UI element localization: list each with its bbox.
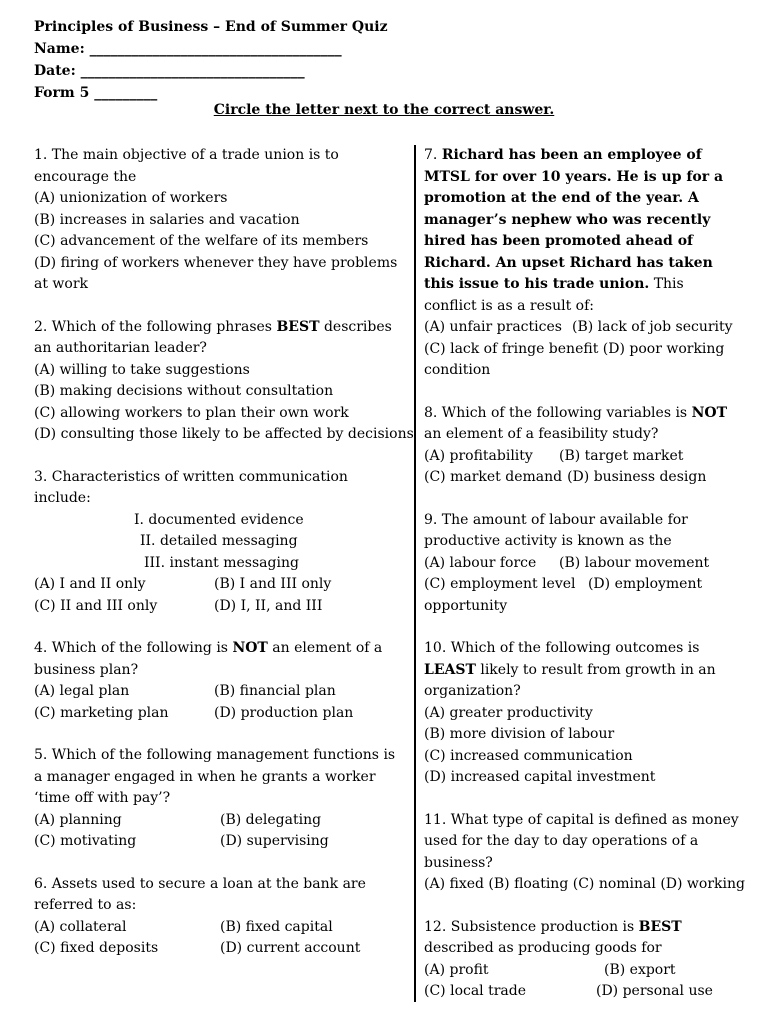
option-b[interactable]: (B) lack of job security [572, 319, 733, 335]
question-stem: 11. What type of capital is defined as money used for the day to day operations of a business? [424, 811, 739, 871]
question-stem: 3. Characteristics of written communication include: [34, 468, 348, 506]
option-c[interactable]: (C) market demand [424, 469, 563, 485]
option-d[interactable]: (D) I, II, and III [214, 597, 323, 614]
option-a[interactable]: (A) profitability [424, 447, 533, 464]
left-column [34, 145, 414, 981]
option-a[interactable]: (A) labour force [424, 554, 537, 571]
question-2 [34, 317, 414, 446]
question-11 [424, 810, 745, 896]
name-field[interactable]: Name: ____________________________________ [34, 41, 342, 57]
option-c[interactable]: (C) motivating [34, 833, 137, 849]
question-stem: 6. Assets used to secure a loan at the bank are referred to as: [34, 875, 366, 913]
option-b[interactable]: (B) export [604, 961, 676, 978]
option-d[interactable]: (D) consulting those likely to be affected by decisions [34, 426, 414, 442]
option-d[interactable]: (D) firing of workers whenever they have problems at work [34, 254, 398, 292]
option-c[interactable]: (C) increased communication [424, 747, 633, 764]
option-d[interactable]: (D) production plan [214, 704, 354, 721]
question-4 [34, 638, 399, 724]
options-row [424, 339, 740, 382]
option-d[interactable]: (D) poor working condition [424, 340, 725, 378]
options-row [34, 703, 399, 725]
options-row [34, 810, 399, 832]
column-divider [414, 145, 416, 1002]
option-b[interactable]: (B) I and III only [214, 576, 332, 592]
options-row [34, 681, 399, 703]
option-a[interactable]: (A) planning [34, 811, 122, 828]
question-stem: 10. Which of the following outcomes is LEAST likely to result from growth in an organization? [424, 640, 716, 699]
option-d[interactable]: (D) personal use [596, 983, 713, 999]
option-c[interactable]: (C) II and III only [34, 597, 158, 614]
option-c[interactable]: (C) nominal [572, 876, 656, 892]
question-6 [34, 874, 399, 960]
roman-item-2: II. detailed messaging [140, 533, 298, 549]
form-field[interactable]: Form 5 _________ [34, 85, 158, 101]
option-c[interactable]: (C) allowing workers to plan their own work [34, 404, 349, 421]
option-a[interactable]: (A) collateral [34, 918, 127, 935]
right-column [424, 145, 745, 1024]
option-b[interactable]: (B) more division of labour [424, 726, 615, 742]
question-stem: 9. The amount of labour available for productive activity is known as the [424, 511, 688, 549]
option-a[interactable]: (A) greater productivity [424, 704, 593, 721]
question-stem: 1. The main objective of a trade union is to encourage the [34, 147, 339, 185]
question-stem: 7. Richard has been an employee of MTSL for over 10 years. He is up for a promotion at the end of the year. A manager’s nephew who was recently hired has been promoted ahead of Richard. An upset Richard has taken this issue to his trade union. This conflict is as a result of: [424, 147, 724, 314]
options-row [34, 596, 399, 618]
option-b[interactable]: (B) floating [488, 876, 569, 892]
option-d[interactable]: (D) supervising [220, 833, 329, 849]
options-row [424, 467, 740, 489]
option-a[interactable]: (A) fixed [424, 876, 484, 892]
question-stem: 2. Which of the following phrases BEST describes an authoritarian leader? [34, 318, 392, 356]
option-b[interactable]: (B) financial plan [214, 683, 336, 699]
options-row [34, 831, 399, 853]
option-a[interactable]: (A) profit [424, 961, 489, 978]
quiz-title: Principles of Business – End of Summer Quiz [34, 19, 388, 35]
option-c[interactable]: (C) lack of fringe benefit [424, 340, 599, 357]
question-7 [424, 145, 740, 382]
options-row [34, 574, 399, 596]
options-row [424, 446, 740, 468]
option-b[interactable]: (B) fixed capital [220, 918, 333, 935]
option-d[interactable]: (D) increased capital investment [424, 769, 656, 785]
question-8 [424, 403, 740, 489]
options-row [424, 981, 740, 1003]
question-9 [424, 510, 740, 618]
option-c[interactable]: (C) fixed deposits [34, 940, 159, 956]
option-d[interactable]: (D) working [660, 876, 745, 892]
option-c[interactable]: (C) advancement of the welfare of its members [34, 233, 369, 249]
options-row [424, 553, 740, 575]
question-5 [34, 745, 399, 853]
question-10 [424, 638, 740, 789]
option-a[interactable]: (A) I and II only [34, 576, 146, 592]
options-row [424, 960, 740, 982]
question-3 [34, 467, 399, 618]
question-stem: 5. Which of the following management functions is a manager engaged in when he grants a worker ‘time off with pay’? [34, 747, 396, 806]
question-1 [34, 145, 399, 296]
option-a[interactable]: (A) unionization of workers [34, 190, 228, 206]
option-c[interactable]: (C) employment level [424, 576, 576, 592]
question-stem: 12. Subsistence production is BEST described as producing goods for [424, 918, 682, 956]
options-row [424, 317, 740, 339]
option-d[interactable]: (D) employment opportunity [424, 576, 703, 614]
option-a[interactable]: (A) willing to take suggestions [34, 361, 250, 378]
option-b[interactable]: (B) making decisions without consultation [34, 383, 334, 399]
options-row [34, 938, 399, 960]
option-c[interactable]: (C) marketing plan [34, 704, 169, 721]
option-a[interactable]: (A) legal plan [34, 683, 130, 699]
option-b[interactable]: (B) delegating [220, 811, 322, 828]
options-row [424, 574, 740, 617]
date-field[interactable]: Date: ________________________________ [34, 63, 305, 79]
options-row [424, 874, 745, 896]
options-row [34, 917, 399, 939]
quiz-header [34, 16, 734, 104]
option-d[interactable]: (D) business design [567, 469, 707, 485]
question-stem: 8. Which of the following variables is NOT an element of a feasibility study? [424, 404, 727, 442]
question-stem: 4. Which of the following is NOT an element of a business plan? [34, 640, 383, 678]
option-b[interactable]: (B) labour movement [559, 554, 710, 571]
roman-item-3: III. instant messaging [144, 554, 299, 571]
option-c[interactable]: (C) local trade [424, 983, 527, 999]
option-a[interactable]: (A) unfair practices [424, 319, 562, 335]
option-d[interactable]: (D) current account [220, 940, 361, 956]
option-b[interactable]: (B) increases in salaries and vacation [34, 211, 300, 228]
instructions: Circle the letter next to the correct answer. [213, 102, 555, 118]
question-12 [424, 917, 740, 1003]
roman-item-1: I. documented evidence [134, 511, 304, 528]
option-b[interactable]: (B) target market [559, 447, 684, 464]
